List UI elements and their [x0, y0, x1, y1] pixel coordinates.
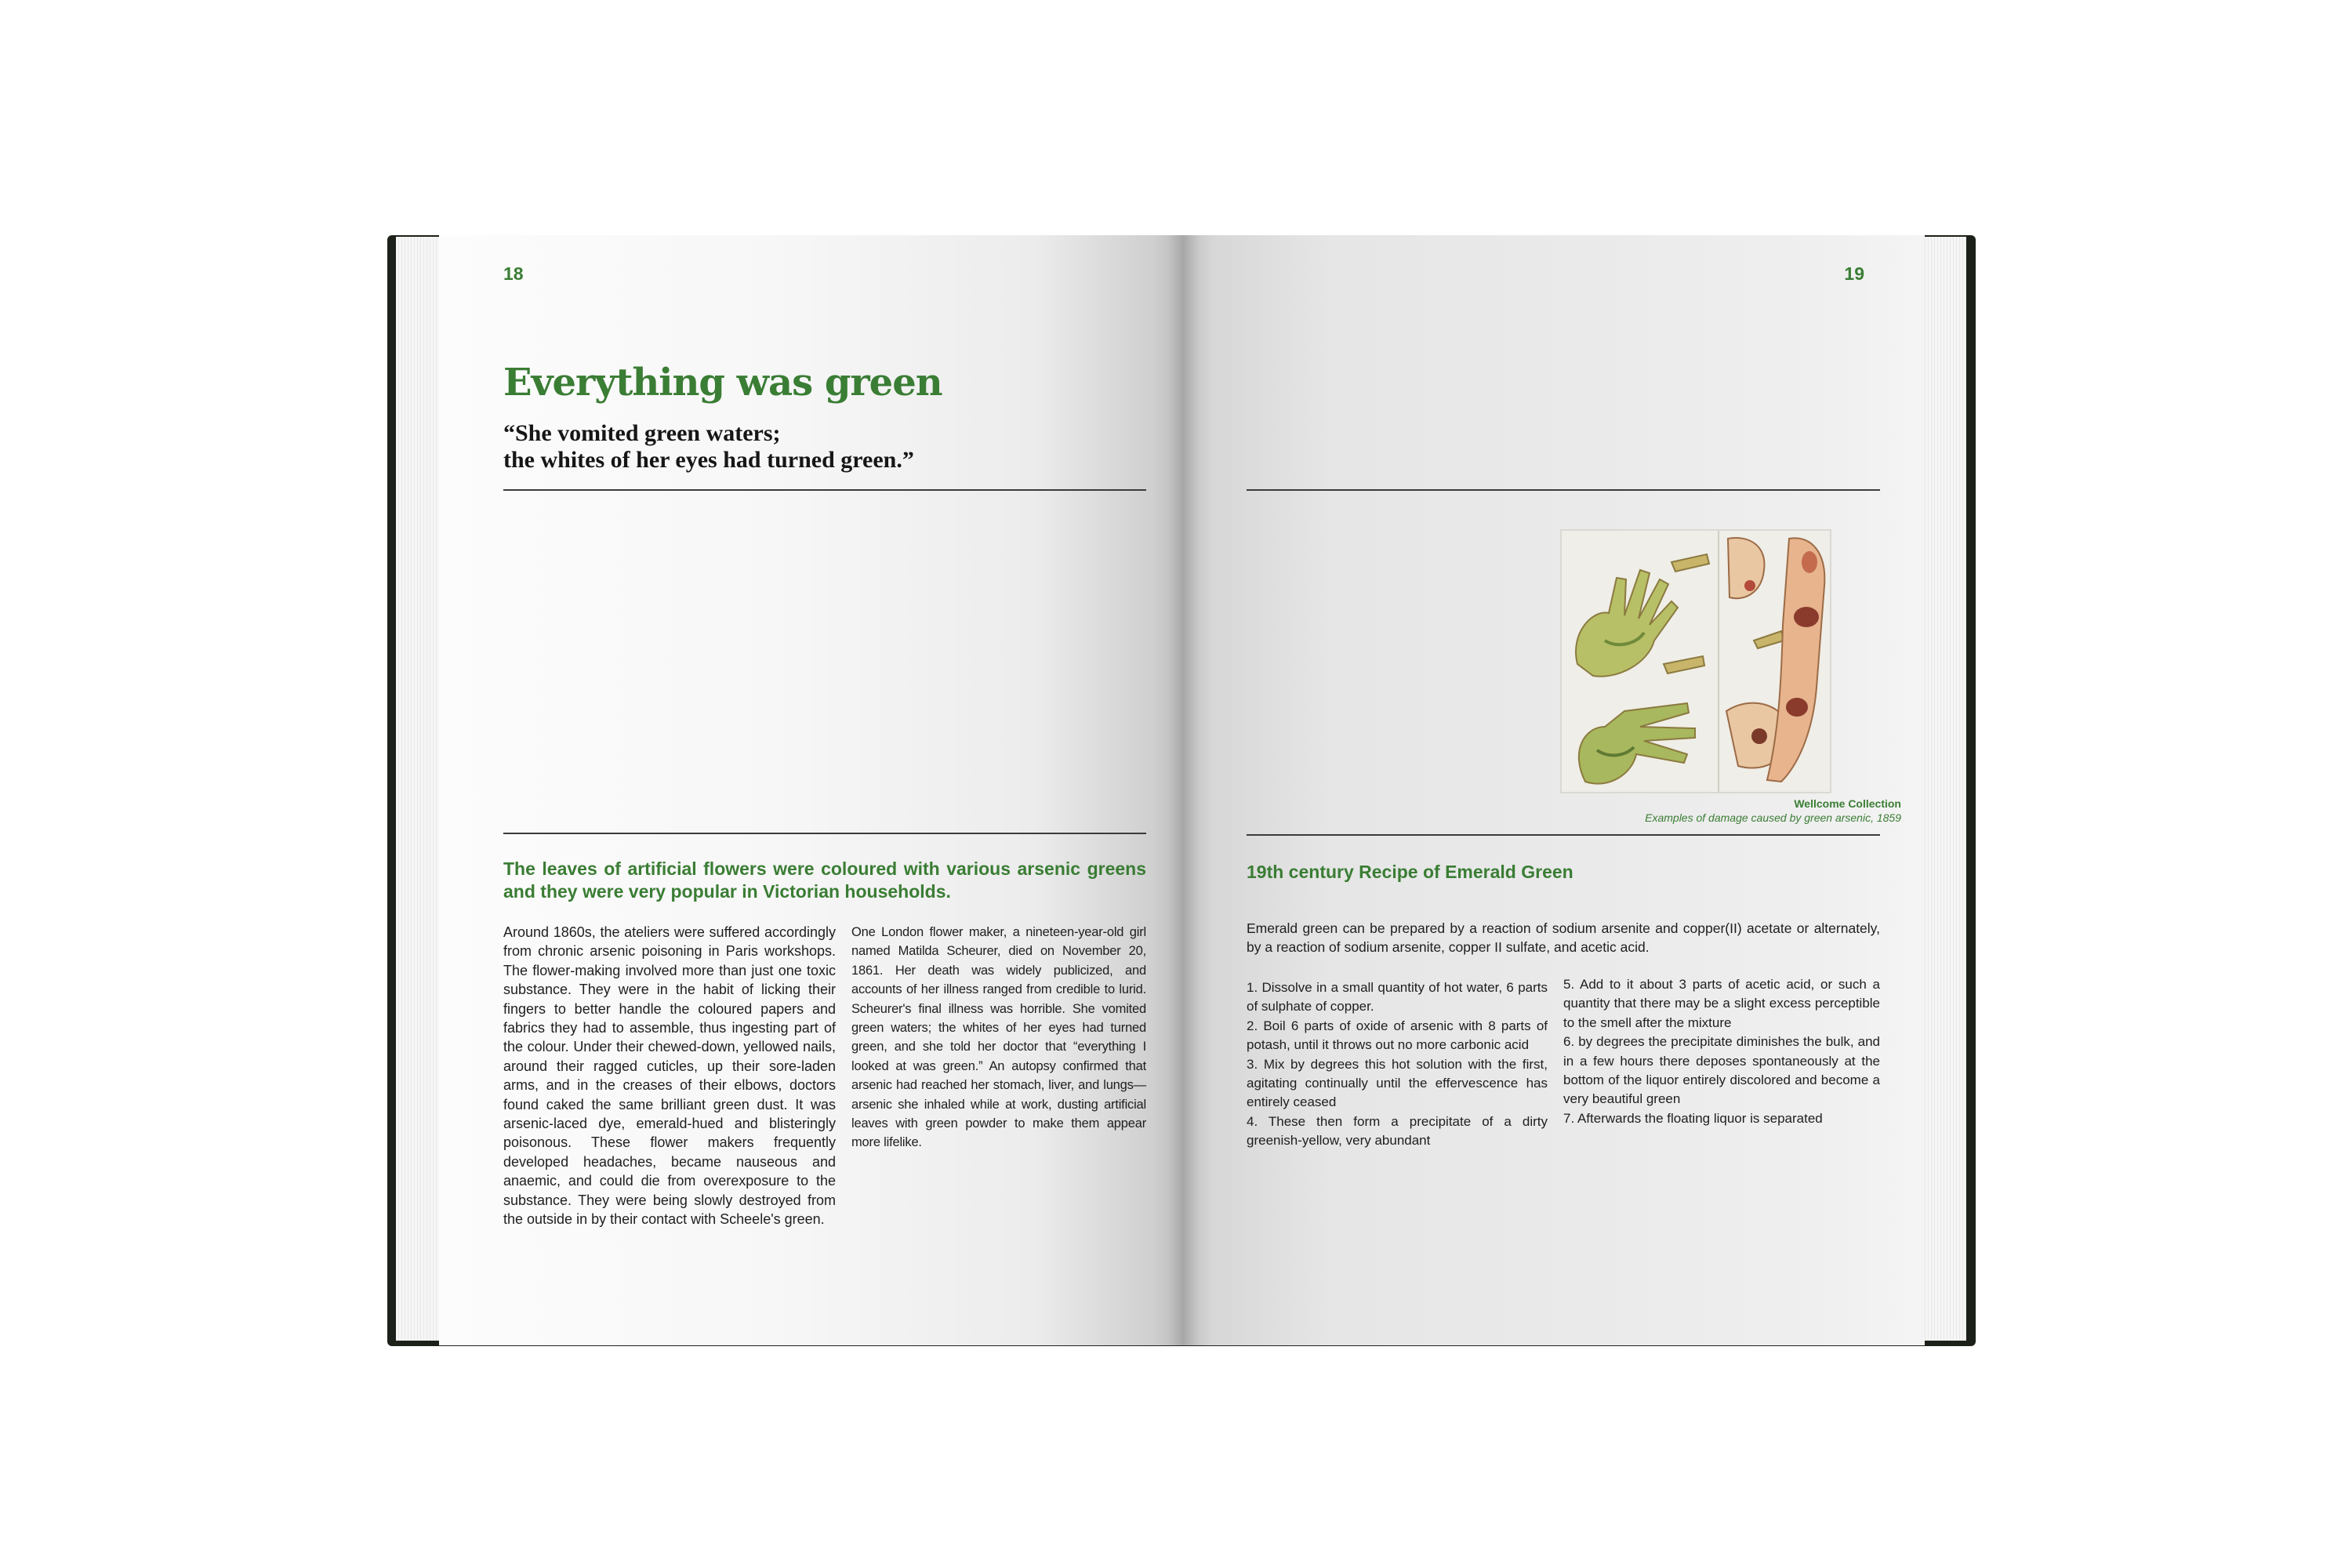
page-number: 18 — [503, 263, 524, 284]
recipe-step: 6. by degrees the precipitate diminishes the bulk, and in a few hours there deposes spontaneously at the bottom of the liquor entirely discolored and become a very beautiful green — [1563, 1034, 1880, 1107]
arsenic-damage-illustration — [1560, 529, 1831, 793]
chapter-title: Everything was green — [503, 361, 942, 405]
quote-line-2: the whites of her eyes had turned green.” — [503, 447, 914, 473]
right-page-edges — [1922, 237, 1966, 1341]
quote-line-1: “She vomited green waters; — [503, 420, 781, 446]
recipe-steps-left — [1247, 978, 1548, 1151]
recipe-step: 4. These then form a precipitate of a dirty greenish-yellow, very abundant — [1247, 1113, 1548, 1149]
recipe-step: 5. Add to it about 3 parts of acetic acid, or such a quantity that there may be a slight excess perceptible to the smell after the mixture — [1563, 977, 1880, 1030]
recipe-intro: Emerald green can be prepared by a reaction of sodium arsenite and copper(II) acetate or alternately, by a reaction of sodium arsenite, copper II sulfate, and acetic acid. — [1247, 920, 1880, 956]
divider-top — [1247, 489, 1880, 491]
section-subhead: The leaves of artificial flowers were coloured with various arsenic greens and they were very popular in Victorian households. — [503, 858, 1146, 902]
divider-middle — [503, 833, 1146, 834]
divider-top — [503, 489, 1146, 491]
figure-caption — [1645, 797, 1901, 825]
pull-quote — [503, 420, 914, 474]
caption-description: Examples of damage caused by green arsenic, 1859 — [1645, 811, 1901, 824]
divider-middle — [1247, 834, 1880, 836]
book-gutter-shadow — [1168, 235, 1200, 1345]
recipe-step: 7. Afterwards the floating liquor is separated — [1563, 1110, 1823, 1126]
body-column-1: Around 1860s, the ateliers were suffered accordingly from chronic arsenic poisoning in Paris workshops. The flower-making involved more than just one toxic substance. They were in the habit of licking their fingers to better handle the coloured papers and fabrics they had to assemble, thus ingesting part of the colour. Under their chewed-down, yellowed nails, around their ragged cuticles, up their sore-laden arms, and in the creases of their elbows, doctors found caked the same brilliant green dust. It was arsenic-laced dye, emerald-hued and blisteringly poisonous. These flower makers frequently developed headaches, became nauseous and anaemic, and could die from overexposure to the substance. They were being slowly destroyed from the outside in by their contact with Scheele's green. — [503, 924, 836, 1228]
left-page-edges — [396, 237, 440, 1341]
illustration-art — [1562, 531, 1830, 792]
caption-source: Wellcome Collection — [1794, 797, 1901, 810]
section-subhead: 19th century Recipe of Emerald Green — [1247, 862, 1573, 882]
recipe-step: 1. Dissolve in a small quantity of hot water, 6 parts of sulphate of copper. — [1247, 980, 1548, 1014]
right-page — [1184, 235, 1925, 1345]
recipe-steps-right — [1563, 975, 1880, 1128]
left-page — [439, 235, 1184, 1345]
body-column-2: One London flower maker, a nineteen-year-old girl named Matilda Scheurer, died on November 20, 1861. Her death was widely publicized, and accounts of her illness ranged from credible to lurid. Scheurer's final illness was horrible. She vomited green waters; the whites of her eyes had turned green, and she told her doctor that “everything I looked at was green.” An autopsy confirmed that arsenic had reached her stomach, liver, and lungs—arsenic she inhaled while at work, dusting artificial leaves with green powder to make them appear more lifelike. — [851, 925, 1146, 1150]
recipe-step: 3. Mix by degrees this hot solution with the first, agitating continually until the effervescence has entirely ceased — [1247, 1056, 1548, 1110]
recipe-step: 2. Boil 6 parts of oxide of arsenic with 8 parts of potash, until it throws out no more carbonic acid — [1247, 1018, 1548, 1053]
page-number: 19 — [1844, 263, 1864, 284]
